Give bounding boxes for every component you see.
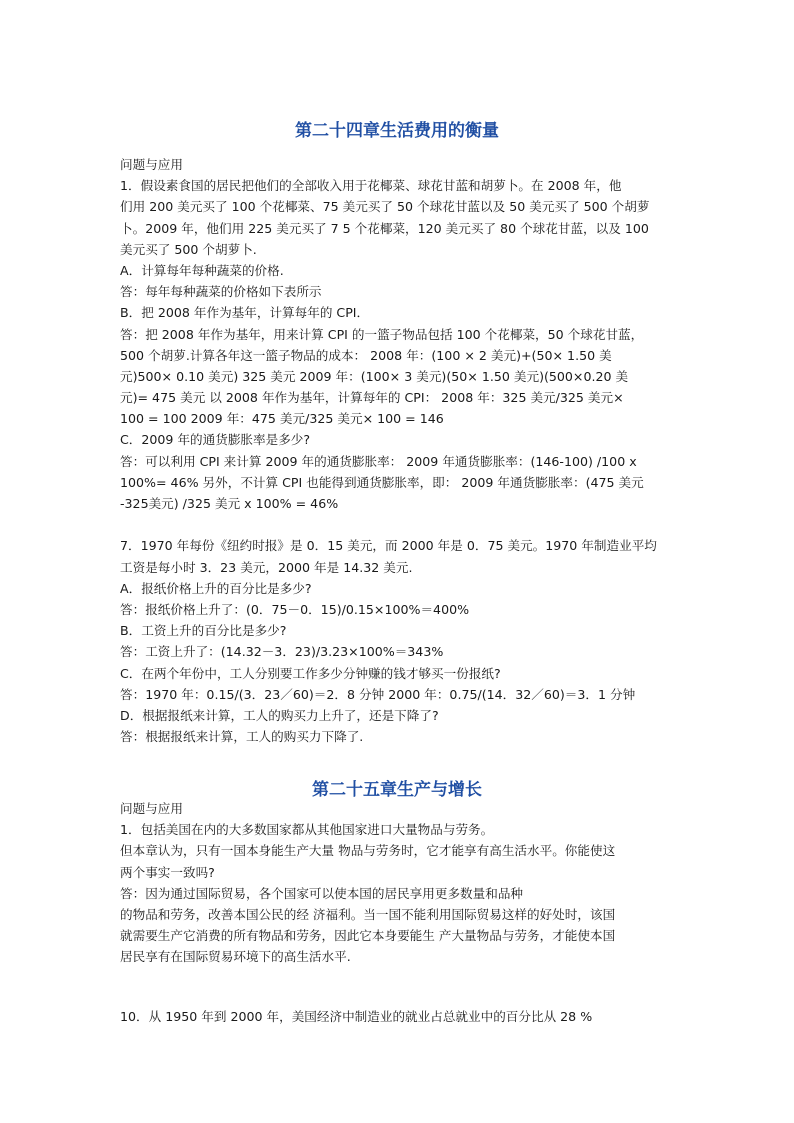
text-line: 答：把 2008 年作为基年，用来计算 CPI 的一篮子物品包括 100 个花椰菜，50 个球花甘蓝，	[120, 326, 644, 342]
text-line: 美元买了 500 个胡萝卜.	[120, 241, 257, 257]
chapter-25-title: 第二十五章生产与增长	[312, 780, 482, 800]
text-line: 答：报纸价格上升了：(0．75－0．15)/0.15×100%＝400%	[120, 601, 470, 617]
text-line: C．2009 年的通货膨胀率是多少?	[120, 432, 311, 448]
text-line: 答：每年每种蔬菜的价格如下表所示	[120, 284, 322, 300]
text-line: 答：因为通过国际贸易，各个国家可以使本国的居民享用更多数量和品种	[120, 885, 523, 901]
text-line: 们用 200 美元买了 100 个花椰菜、75 美元买了 50 个球花甘蓝以及 50 美元买了 500 个胡萝	[120, 199, 650, 215]
text-line: 工资是每小时 3．23 美元，2000 年是 14.32 美元.	[120, 559, 413, 575]
text-line: A．报纸价格上升的百分比是多少?	[120, 580, 312, 596]
text-line: 100 = 100 2009 年：475 美元/325 美元× 100 = 146	[120, 411, 444, 427]
text-line: 1．假设素食国的居民把他们的全部收入用于花椰菜、球花甘蓝和胡萝卜。在 2008 年，他	[120, 178, 622, 194]
text-line: 答：根据报纸来计算，工人的购买力下降了.	[120, 729, 364, 745]
text-line: 1．包括美国在内的大多数国家都从其他国家进口大量物品与劳务。	[120, 822, 494, 838]
text-line: 答：可以利用 CPI 来计算 2009 年的通货膨胀率： 2009 年通货膨胀率：(146-100) /100 x	[120, 453, 637, 469]
text-line: 元)500× 0.10 美元) 325 美元 2009 年：(100× 3 美元)(50× 1.50 美元)(500×0.20 美	[120, 368, 629, 384]
text-line	[120, 514, 700, 535]
text-line: 500 个胡萝.计算各年这一篮子物品的成本： 2008 年：(100 × 2 美元)+(50× 1.50 美	[120, 347, 612, 363]
text-line: 问题与应用	[120, 801, 183, 816]
text-line: A．计算每年每种蔬菜的价格.	[120, 262, 284, 278]
text-line: 的物品和劳务，改善本国公民的经 济福利。当一国不能利用国际贸易这样的好处时，该国	[120, 906, 616, 922]
text-line: 元)= 475 美元 以 2008 年作为基年，计算每年的 CPI： 2008 年：325 美元/325 美元×	[120, 390, 624, 406]
text-line: 10．从 1950 年到 2000 年，美国经济中制造业的就业占总就业中的百分比从 28 %	[120, 1009, 593, 1024]
chapter-24-title: 第二十四章生活费用的衡量	[295, 121, 499, 141]
text-line: 问题与应用	[120, 157, 183, 172]
chapter-25-body	[120, 798, 700, 968]
text-line: B．把 2008 年作为基年，计算每年的 CPI．	[120, 305, 370, 321]
text-line: C．在两个年份中，工人分别要工作多少分钟赚的钱才够买一份报纸?	[120, 665, 501, 681]
text-line: B．工资上升的百分比是多少?	[120, 623, 287, 639]
text-line: D．根据报纸来计算，工人的购买力上升了，还是下降了?	[120, 707, 439, 723]
text-line: 居民享有在国际贸易环境下的高生活水平.	[120, 949, 351, 965]
text-line: -325美元) /325 美元 x 100% = 46%	[120, 496, 339, 511]
text-line: 7．1970 年每份《纽约时报》是 0．15 美元，而 2000 年是 0．75 美元。1970 年制造业平均	[120, 538, 657, 554]
text-line: 两个事实一致吗?	[120, 864, 215, 880]
text-line: 卜。2009 年，他们用 225 美元买了 7 5 个花椰菜，120 美元买了 80 个球花甘蓝，以及 100	[120, 220, 649, 236]
chapter-24-body	[120, 154, 700, 747]
text-line: 100%= 46% 另外，不计算 CPI 也能得到通货膨胀率，即： 2009 年通货膨胀率：(475 美元	[120, 474, 644, 490]
text-line: 答：工资上升了：(14.32－3．23)/3.23×100%＝343%	[120, 644, 444, 660]
text-line: 就需要生产它消费的所有物品和劳务，因此它本身要能生 产大量物品与劳务，才能使本国	[120, 928, 616, 944]
chapter-25-question-10	[120, 1006, 700, 1027]
text-line: 答：1970 年：0.15/(3．23／60)＝2．8 分钟 2000 年：0.75/(14．32／60)＝3．1 分钟	[120, 686, 636, 702]
text-line: 但本章认为，只有一国本身能生产大量 物品与劳务时，它才能享有高生活水平。你能使这	[120, 843, 616, 859]
